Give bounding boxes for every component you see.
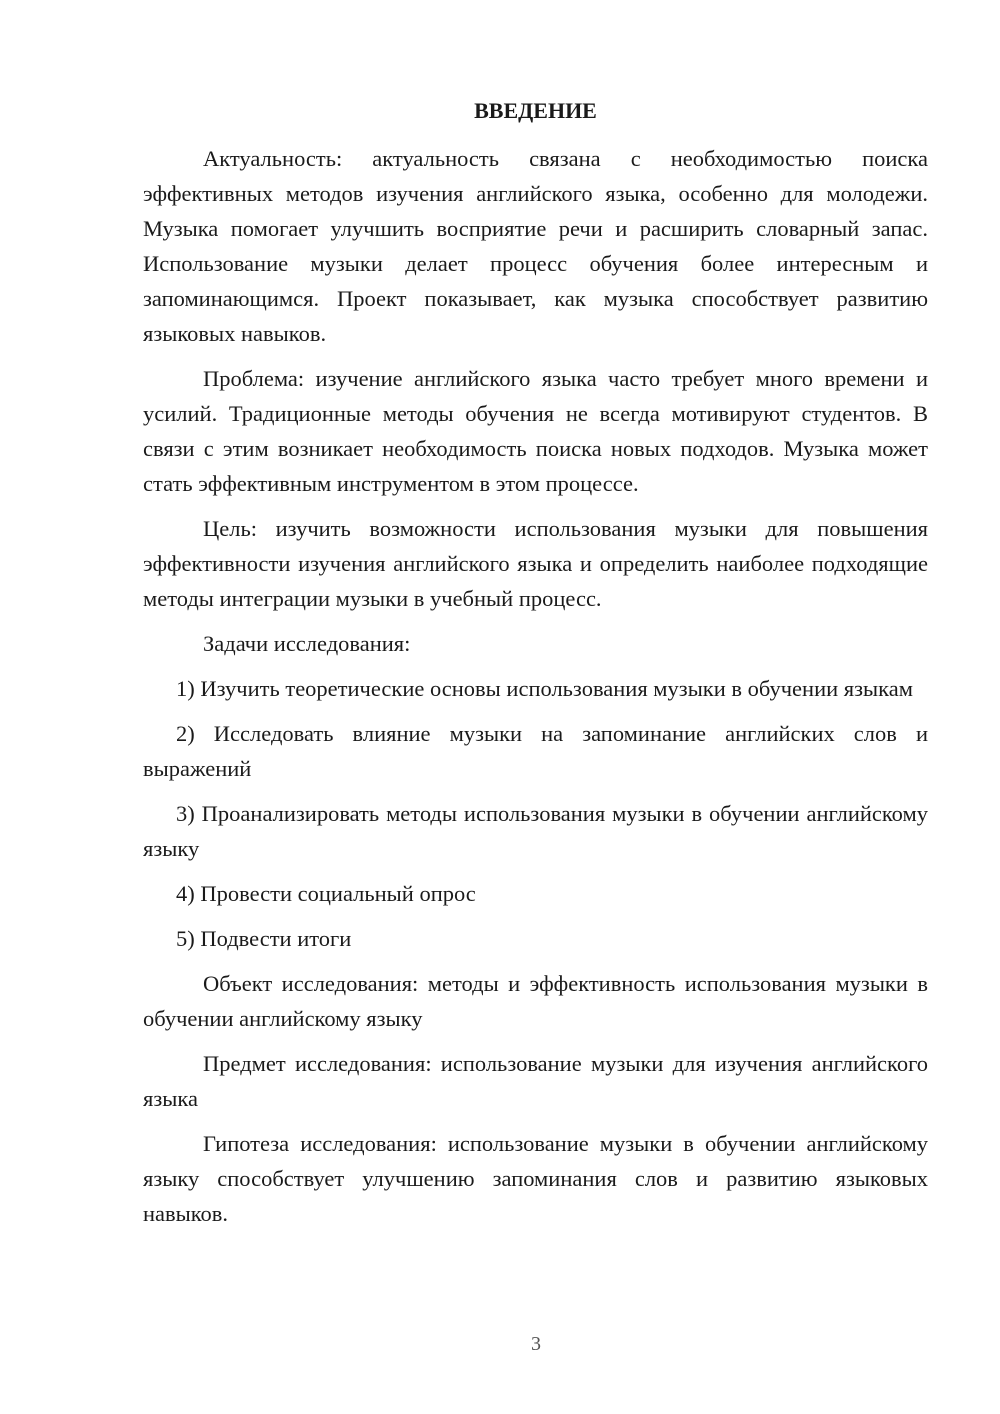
task-item: 4) Провести социальный опрос (176, 881, 476, 906)
task-item: 1) Изучить теоретические основы использования музыки в обучении языкам (176, 676, 913, 701)
problem-paragraph: Проблема: изучение английского языка часто требует много времени и усилий. Традиционные методы обучения не всегда мотивируют студентов. В связи с этим возникает необходимость поиска новых подходов. Музыка может стать эффективным инструментом в этом процессе. (143, 366, 928, 496)
task-item: 5) Подвести итоги (176, 926, 352, 951)
relevance-paragraph: Актуальность: актуальность связана с необходимостью поиска эффективных методов изучения английского языка, особенно для молодежи. Музыка помогает улучшить восприятие речи и расширить словарный запас. Использование музыки делает процесс обучения более интересным и запоминающимся. Проект показывает, как музыка способствует развитию языковых навыков. (143, 146, 928, 346)
task-item: 3) Проанализировать методы использования музыки в обучении английскому языку (143, 801, 928, 861)
page-number: 3 (531, 1333, 541, 1355)
object-paragraph: Объект исследования: методы и эффективность использования музыки в обучении английскому языку (143, 971, 928, 1031)
subject-paragraph: Предмет исследования: использование музыки для изучения английского языка (143, 1051, 928, 1111)
hypothesis-paragraph: Гипотеза исследования: использование музыки в обучении английскому языку способствует улучшению запоминания слов и развитию языковых навыков. (143, 1131, 928, 1226)
goal-paragraph: Цель: изучить возможности использования музыки для повышения эффективности изучения английского языка и определить наиболее подходящие методы интеграции музыки в учебный процесс. (143, 516, 928, 611)
task-item: 2) Исследовать влияние музыки на запоминание английских слов и выражений (143, 721, 928, 781)
tasks-heading: Задачи исследования: (203, 631, 411, 656)
document-page (143, 95, 928, 1241)
page-title: ВВЕДЕНИЕ (474, 98, 597, 123)
